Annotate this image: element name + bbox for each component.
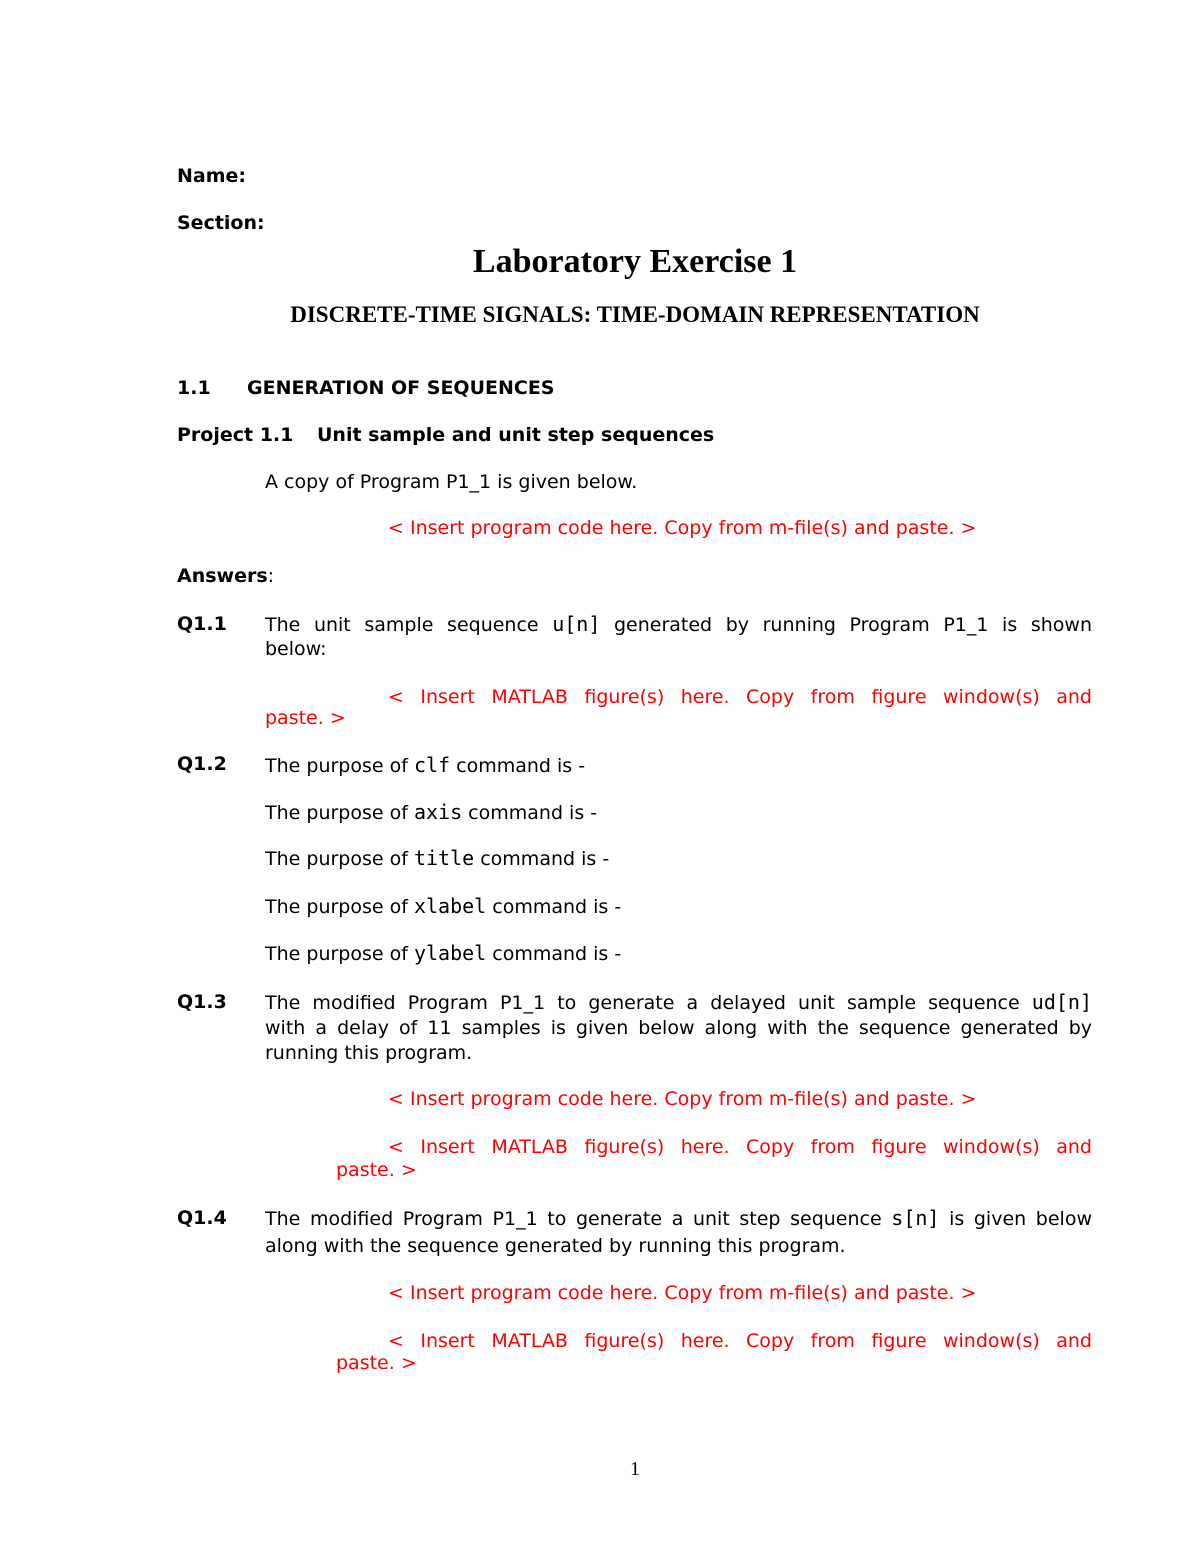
question-text: The modified Program P1_1 to generate a delayed unit sample sequence [265,992,1032,1014]
purpose-suffix: command is - [486,943,622,965]
purpose-xlabel [265,894,621,918]
project-number: Project 1.1 [177,424,294,446]
code-term: clf [413,753,451,777]
question-text: The modified Program P1_1 to generate a unit step sequence [265,1208,892,1230]
section-number: 1.1 [177,377,211,399]
figure-placeholder-cont: paste. > [265,707,346,729]
answers-heading [177,565,274,587]
question-label: Q1.2 [177,753,227,775]
answers-label: Answers [177,565,268,587]
intro-text: A copy of Program P1_1 is given below. [265,471,638,493]
section-label: Section: [177,212,265,234]
project-heading: Unit sample and unit step sequences [317,424,715,446]
code-placeholder: < Insert program code here. Copy from m-file(s) and paste. > [388,1282,977,1304]
question-text-line [265,989,1092,1016]
figure-placeholder-cont: paste. > [336,1159,417,1181]
name-label: Name: [177,165,247,187]
question-text-line: along with the sequence generated by running this program. [265,1235,846,1257]
page-number: 1 [630,1458,640,1480]
document-title: Laboratory Exercise 1 [472,243,798,280]
question-text: generated by running Program P1_1 is shown [600,614,1092,636]
purpose-suffix: command is - [462,802,598,824]
purpose-suffix: command is - [450,755,586,777]
purpose-suffix: command is - [474,848,610,870]
figure-placeholder: < Insert MATLAB figure(s) here. Copy from figure window(s) and [388,1330,1092,1352]
figure-placeholder-cont: paste. > [336,1352,417,1374]
question-text: is given below [939,1208,1092,1230]
section-heading: GENERATION OF SEQUENCES [247,377,555,399]
question-text-line: below: [265,638,327,660]
purpose-prefix: The purpose of [265,943,414,965]
answers-colon: : [267,565,275,587]
question-text-line [265,611,1092,638]
code-placeholder: < Insert program code here. Copy from m-file(s) and paste. > [388,517,977,539]
code-placeholder: < Insert program code here. Copy from m-file(s) and paste. > [388,1088,977,1110]
code-term: s[n] [891,1206,940,1230]
question-label: Q1.1 [177,613,227,635]
question-label: Q1.3 [177,991,227,1013]
purpose-axis [265,800,597,824]
question-text-line: running this program. [265,1042,473,1064]
figure-placeholder: < Insert MATLAB figure(s) here. Copy from figure window(s) and [388,1136,1092,1158]
purpose-prefix: The purpose of [265,755,414,777]
figure-placeholder: < Insert MATLAB figure(s) here. Copy from figure window(s) and [388,686,1092,708]
purpose-ylabel [265,941,621,965]
purpose-clf [265,753,585,777]
code-term: ud[n] [1031,990,1092,1014]
question-text: The unit sample sequence [265,614,553,636]
question-text-line [265,1205,1092,1232]
document-subtitle: DISCRETE-TIME SIGNALS: TIME-DOMAIN REPRESENTATION [290,302,980,327]
code-term: ylabel [413,941,487,965]
purpose-prefix: The purpose of [265,848,414,870]
purpose-prefix: The purpose of [265,802,414,824]
code-term: xlabel [413,894,487,918]
purpose-prefix: The purpose of [265,896,414,918]
question-label: Q1.4 [177,1207,227,1229]
question-text-line: with a delay of 11 samples is given below along with the sequence generated by [265,1017,1092,1039]
purpose-suffix: command is - [486,896,622,918]
purpose-title [265,846,609,870]
code-term: title [413,846,475,870]
code-term: axis [413,800,463,824]
code-term: u[n] [552,612,601,636]
